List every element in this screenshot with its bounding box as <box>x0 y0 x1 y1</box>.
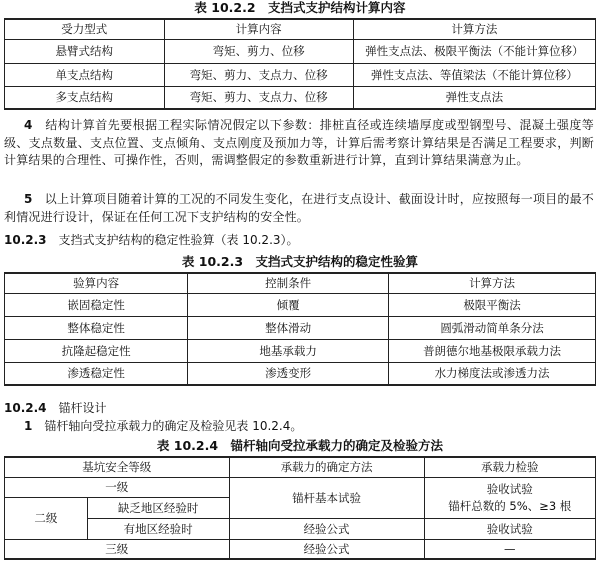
table-cell: 地基承载力 <box>188 339 389 362</box>
paragraph-text: 以上计算项目随着计算的工况的不同发生变化，在进行支点设计、截面设计时，应按照每一项目的最不利情况进行设计，保证在任何工况下支护结构的安全性。 <box>4 192 594 224</box>
table-row <box>5 293 596 316</box>
table-header: 承载力检验 <box>424 457 595 477</box>
table-10-2-2 <box>4 18 596 110</box>
section-heading-10-2-3 <box>4 232 594 248</box>
paragraph-4 <box>4 117 594 170</box>
section-number: 10.2.3 <box>4 233 47 247</box>
table-cell: 弯矩、剪力、支点力、位移 <box>164 63 353 86</box>
item-text: 锚杆轴向受拉承载力的确定及检验见表 10.2.4。 <box>44 419 303 433</box>
table-cell: 渗透稳定性 <box>5 362 188 385</box>
table-cell: — <box>424 539 595 559</box>
table-header: 承载力的确定方法 <box>229 457 424 477</box>
table-row <box>5 539 596 559</box>
table-cell: 一级 <box>5 477 230 497</box>
table-cell: 三级 <box>5 539 230 559</box>
check-line: 锚杆总数的 5%、≥3 根 <box>448 498 572 513</box>
table-row <box>5 63 596 86</box>
paragraph-5 <box>4 191 594 226</box>
table-cell <box>424 477 595 518</box>
table-cell: 水力梯度法或渗透力法 <box>389 362 596 385</box>
paragraph-number: 5 <box>24 192 33 206</box>
table-cell: 倾覆 <box>188 293 389 316</box>
table-cell: 缺乏地区经验时 <box>87 497 229 518</box>
table-cell: 单支点结构 <box>5 63 165 86</box>
table-cell: 弯矩、剪力、支点力、位移 <box>164 86 353 109</box>
table-cell: 弹性支点法、等值梁法（不能计算位移） <box>353 63 595 86</box>
table-header: 基坑安全等级 <box>5 457 230 477</box>
table-row <box>5 316 596 339</box>
table-cell: 嵌固稳定性 <box>5 293 188 316</box>
table-cell: 抗隆起稳定性 <box>5 339 188 362</box>
table-cell: 悬臂式结构 <box>5 39 165 63</box>
table-header: 计算方法 <box>389 273 596 293</box>
table-row <box>5 362 596 385</box>
table-cell: 极限平衡法 <box>389 293 596 316</box>
list-item-1 <box>4 418 594 434</box>
table-cell: 多支点结构 <box>5 86 165 109</box>
table-row <box>5 518 596 539</box>
table-10-2-3 <box>4 272 596 386</box>
table-cell: 弹性支点法 <box>353 86 595 109</box>
table-row <box>5 86 596 109</box>
table-cell: 整体滑动 <box>188 316 389 339</box>
table-header: 控制条件 <box>188 273 389 293</box>
table-row <box>5 339 596 362</box>
paragraph-text: 结构计算首先要根据工程实际情况假定以下参数：排桩直径或连续墙厚度或型钢型号、混凝土强度等级、支点数量、支点位置、支点倾角、支点刚度及预加力等，计算后需考察计算结果是否满足工程要求，判断计算结果的合理性、可操作性，否则，需调整假定的参数重新进行计算，直到计算结果满意为止。 <box>4 118 595 167</box>
section-number: 10.2.4 <box>4 401 47 415</box>
table-cell: 整体稳定性 <box>5 316 188 339</box>
table-cell: 圆弧滑动简单条分法 <box>389 316 596 339</box>
table-cell: 二级 <box>5 497 88 539</box>
table-cell: 经验公式 <box>229 539 424 559</box>
table-cell: 普朗德尔地基极限承载力法 <box>389 339 596 362</box>
table-caption: 表 10.2.2 支挡式支护结构计算内容 <box>194 0 406 15</box>
section-heading-10-2-4 <box>4 400 594 416</box>
table-10-2-4 <box>4 456 596 560</box>
table-caption: 表 10.2.3 支挡式支护结构的稳定性验算 <box>181 254 419 269</box>
table-cell: 弹性支点法、极限平衡法（不能计算位移） <box>353 39 595 63</box>
paragraph-number: 4 <box>24 118 33 132</box>
table-row <box>5 477 596 497</box>
table-cell: 弯矩、剪力、位移 <box>164 39 353 63</box>
section-text: 支挡式支护结构的稳定性验算（表 10.2.3）。 <box>58 233 299 247</box>
check-line: 验收试验 <box>486 481 533 496</box>
table-cell: 锚杆基本试验 <box>229 477 424 518</box>
table-header: 计算方法 <box>353 19 595 39</box>
item-number: 1 <box>24 419 33 433</box>
table-header: 验算内容 <box>5 273 188 293</box>
table-row <box>5 39 596 63</box>
table-caption: 表 10.2.4 锚杆轴向受拉承载力的确定及检验方法 <box>156 438 444 453</box>
table-header: 计算内容 <box>164 19 353 39</box>
table-cell: 验收试验 <box>424 518 595 539</box>
table-header: 受力型式 <box>5 19 165 39</box>
table-cell: 渗透变形 <box>188 362 389 385</box>
table-cell: 经验公式 <box>229 518 424 539</box>
table-cell: 有地区经验时 <box>87 518 229 539</box>
section-text: 锚杆设计 <box>58 401 107 415</box>
